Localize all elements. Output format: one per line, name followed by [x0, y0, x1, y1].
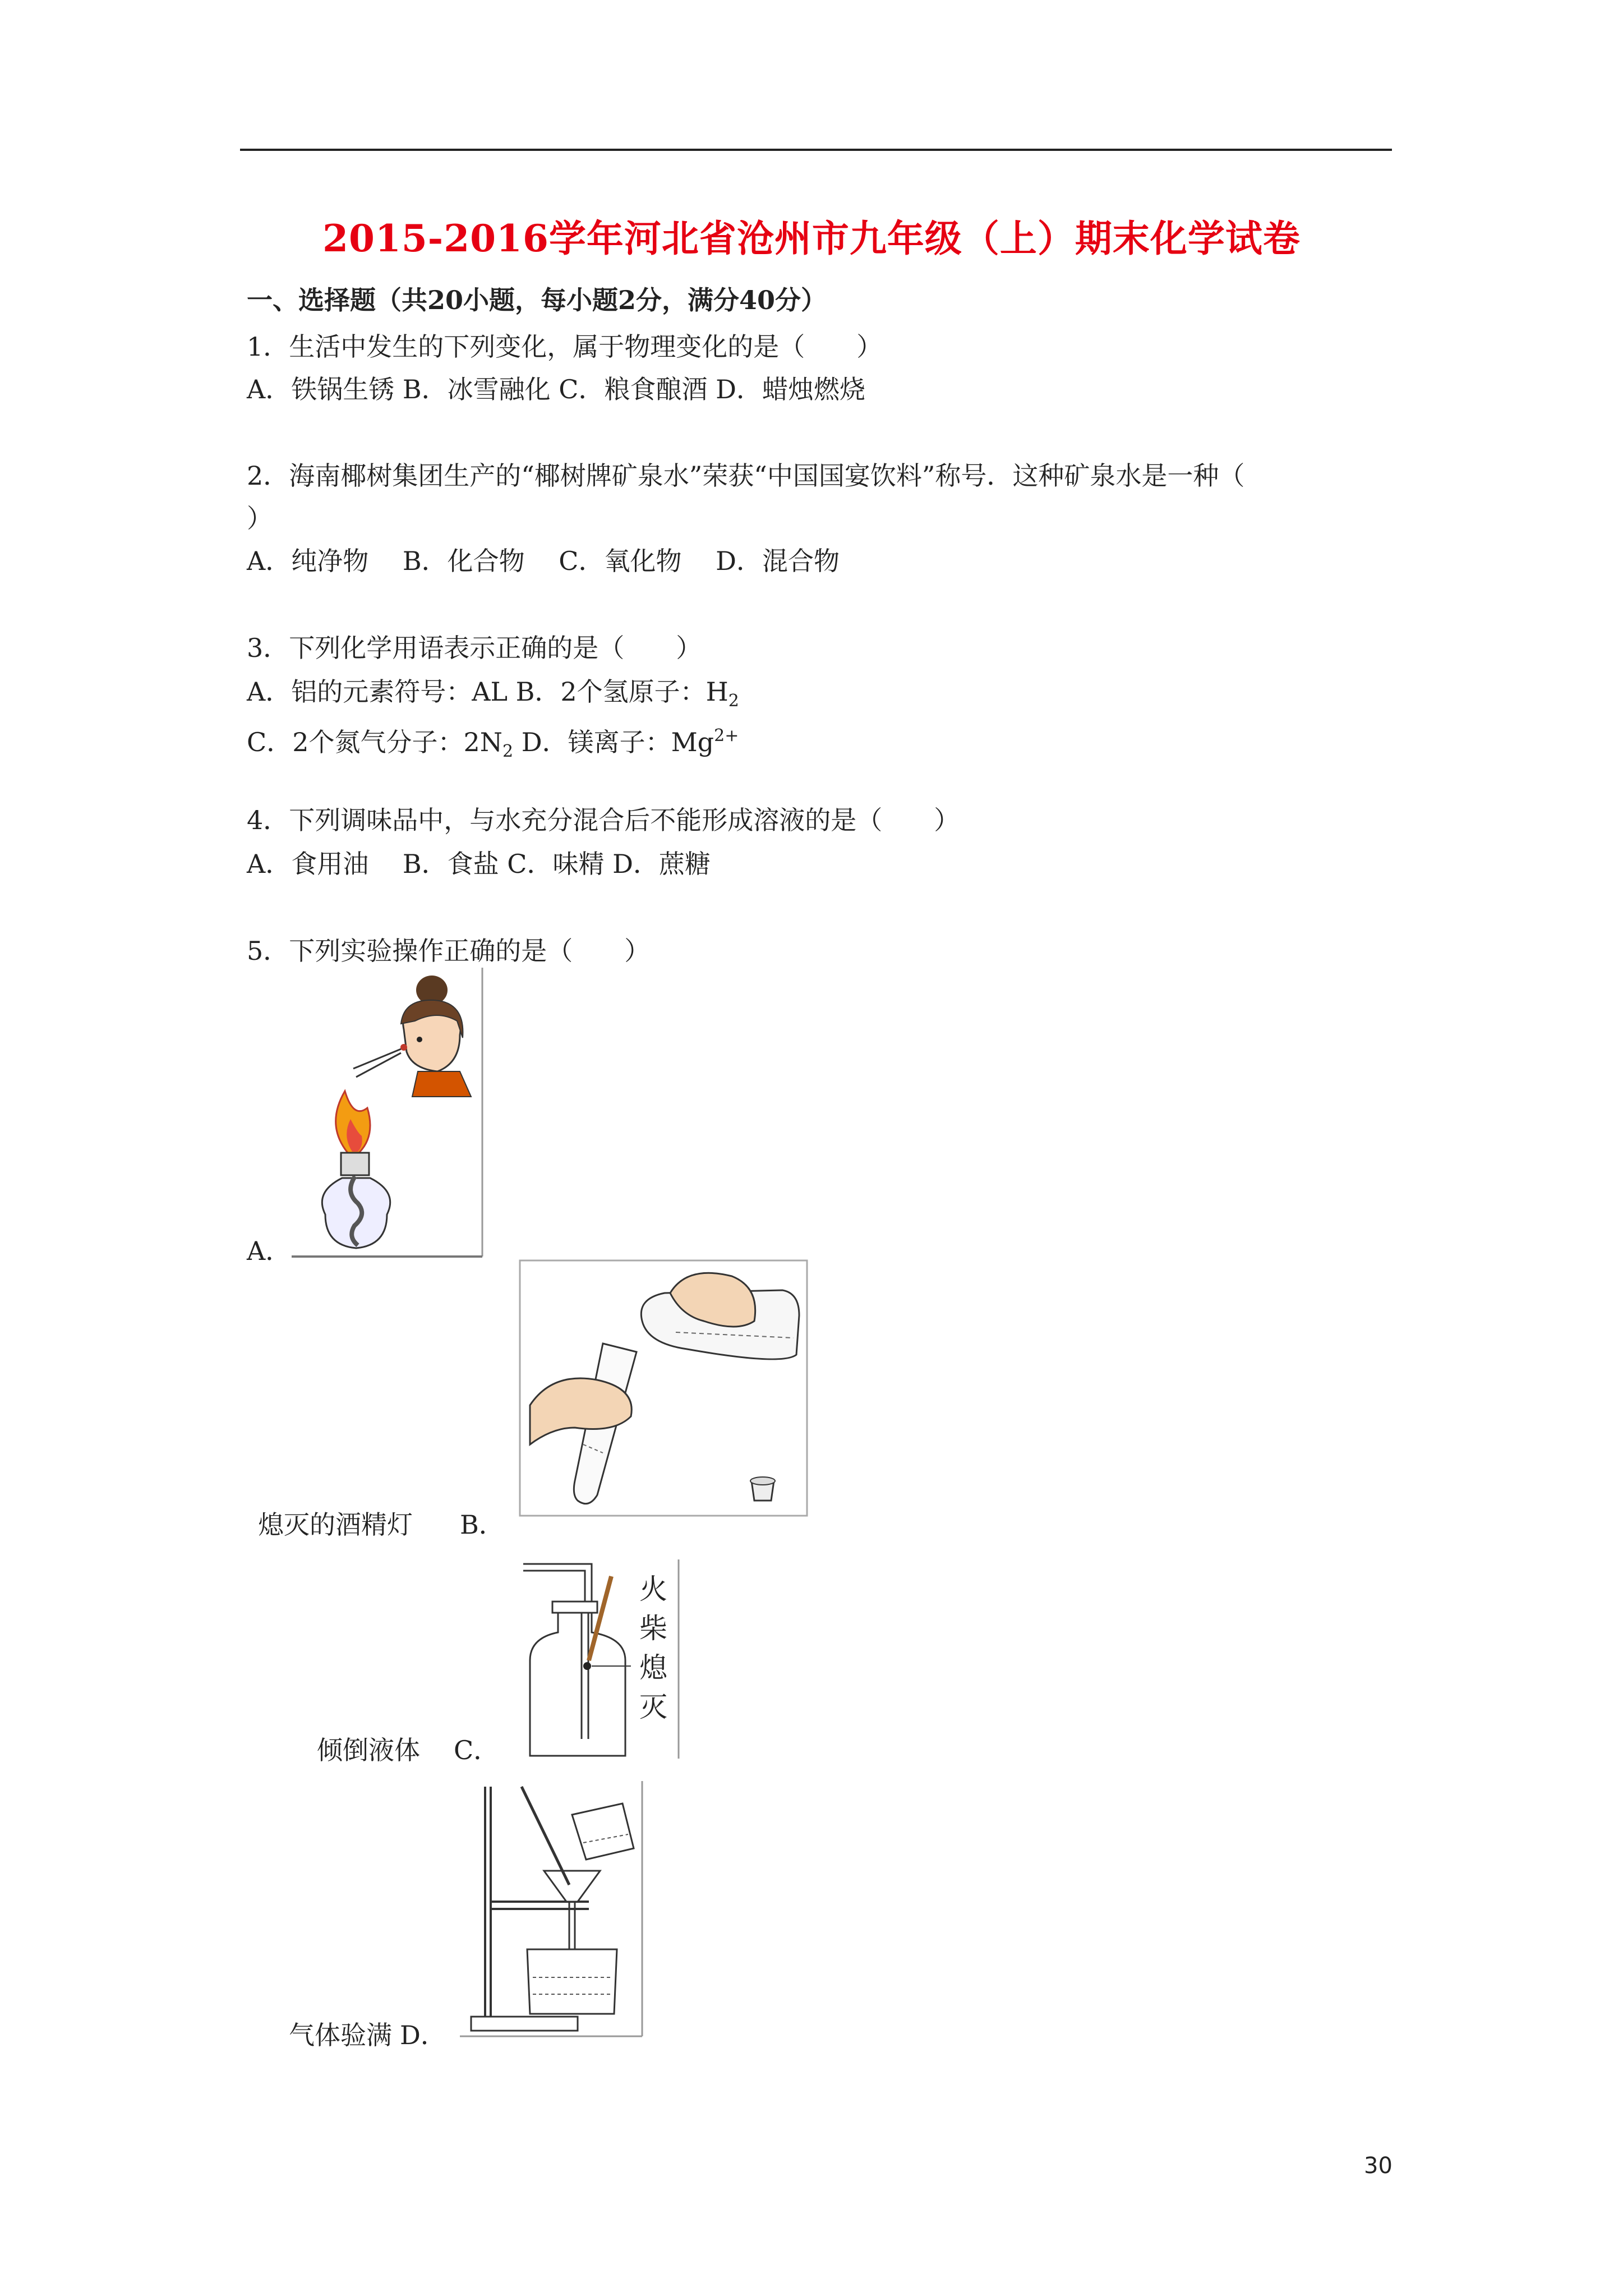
question-3-options-ab: A．铝的元素符号：AL B．2个氢原子：$H_2$: [247, 677, 739, 711]
question-5-stem: 5．下列实验操作正确的是（ ）: [247, 936, 651, 966]
question-5-option-c-label: C．: [454, 1735, 500, 1765]
figure-b-pouring-liquid-illustration: [519, 1259, 810, 1517]
header-rule: [240, 149, 1392, 151]
figure-d-filtration-illustration: [460, 1781, 645, 2039]
question-4-options: A．食用油 B．食盐 C．味精 D．蔗糖: [247, 849, 711, 879]
svg-text:熄: 熄: [639, 1651, 667, 1684]
svg-text:柴: 柴: [639, 1612, 667, 1645]
question-4-stem: 4．下列调味品中，与水充分混合后不能形成溶液的是（ ）: [247, 805, 960, 835]
page-title: 2015-2016学年河北省沧州市九年级（上）期末化学试卷: [322, 217, 1301, 260]
section-heading: 一、选择题（共20小题，每小题2分，满分40分）: [247, 285, 827, 315]
svg-text:灭: 灭: [639, 1691, 667, 1723]
question-3-options-cd: C．2个氮气分子：$2N_2$ D．镁离子：$Mg^{2+}$: [247, 726, 739, 761]
question-5-option-a-label: A．: [247, 1236, 292, 1266]
question-5-option-a-caption: 熄灭的酒精灯 B．: [258, 1510, 505, 1540]
question-5-option-b-label: B．: [460, 1510, 505, 1540]
question-1-options: A．铁锅生锈 B．冰雪融化 C．粮食酿酒 D．蜡烛燃烧: [247, 374, 865, 404]
question-2-options: A．纯净物 B．化合物 C．氧化物 D．混合物: [247, 546, 840, 576]
figure-c-gas-test-illustration: [519, 1559, 681, 1761]
question-5-option-b-caption: 倾倒液体 C．: [317, 1735, 500, 1765]
question-2-stem-continued: ）: [247, 503, 273, 533]
figure-a-alcohol-lamp-illustration: [292, 968, 488, 1259]
question-3-stem: 3．下列化学用语表示正确的是（ ）: [247, 633, 702, 663]
question-5-option-c-caption: 气体验满 D．: [289, 2020, 446, 2050]
svg-text:火: 火: [639, 1573, 667, 1605]
question-5-option-d-label: D．: [400, 2020, 446, 2050]
question-2-stem: 2．海南椰树集团生产的“椰树牌矿泉水”荣获“中国国宴饮料”称号．这种矿泉水是一种（: [247, 461, 1245, 491]
page-number: 30: [1364, 2153, 1393, 2179]
question-1-stem: 1．生活中发生的下列变化，属于物理变化的是（ ）: [247, 332, 883, 362]
